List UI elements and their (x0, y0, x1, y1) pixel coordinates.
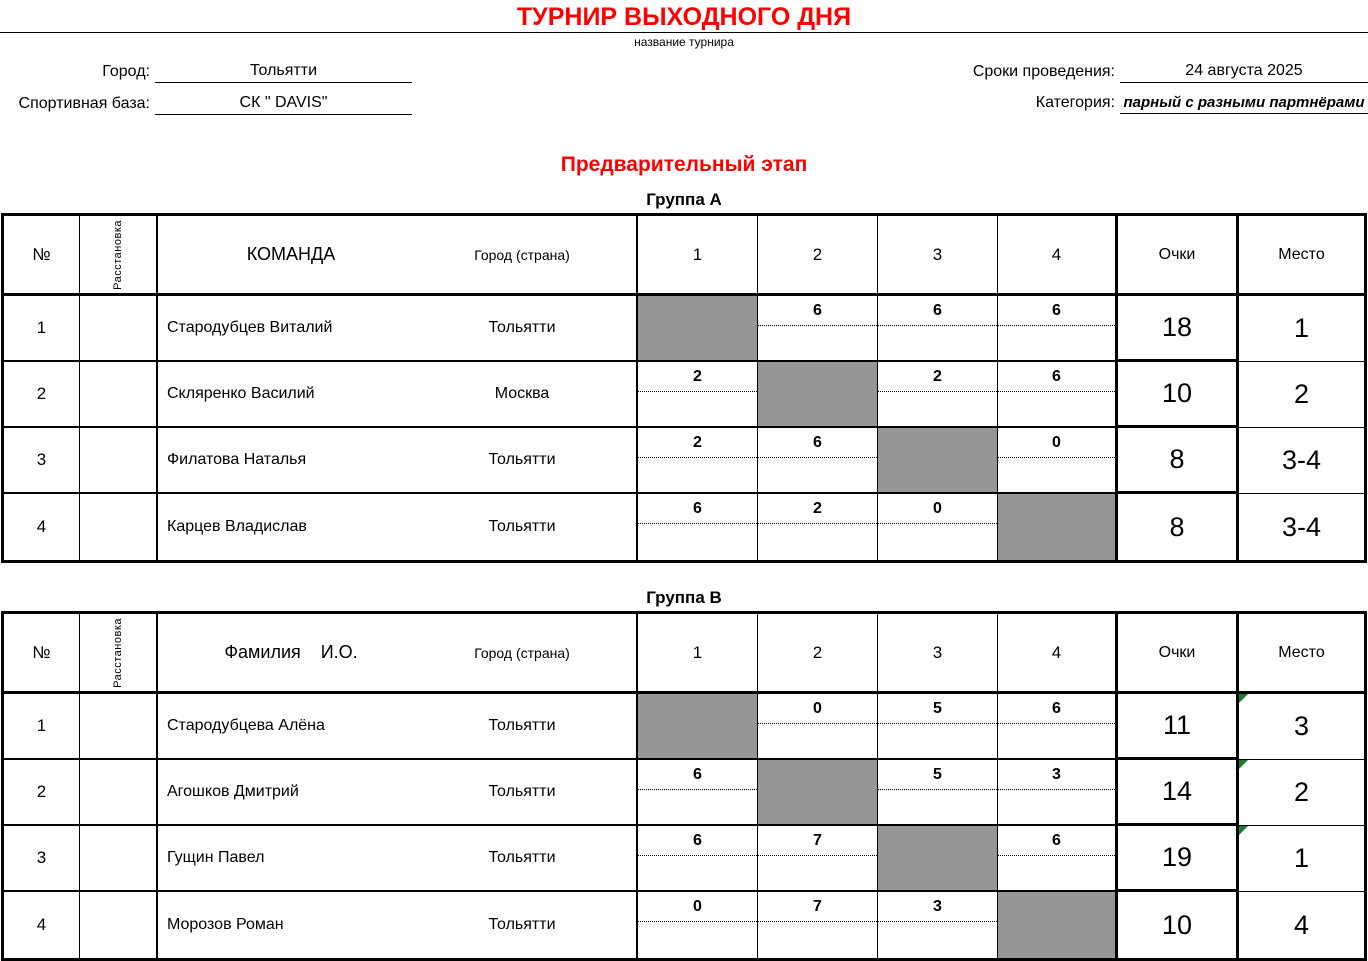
player-name: Агошков Дмитрий (167, 783, 299, 800)
score-cell: 6 (638, 494, 758, 560)
points-cell: 18 (1118, 296, 1239, 362)
player-cell (158, 494, 638, 560)
header-num: № (4, 216, 80, 296)
place-cell: 3-4 (1239, 494, 1364, 560)
comment-marker (1239, 826, 1248, 835)
place-cell: 2 (1239, 362, 1364, 428)
score-cell: 6 (998, 296, 1118, 362)
title-caption: название турнира (634, 35, 734, 49)
place-cell: 4 (1239, 892, 1364, 958)
city-label: Город: (102, 63, 150, 80)
row-num: 4 (4, 892, 80, 958)
points-cell: 19 (1118, 826, 1239, 892)
place-cell: 2 (1239, 760, 1364, 826)
header-round-3: 3 (878, 614, 998, 694)
row-num: 1 (4, 296, 80, 362)
player-name: Карцев Владислав (167, 518, 307, 535)
group-a-title: Группа А (646, 190, 722, 209)
field-venue (0, 94, 412, 115)
header-seeding (80, 614, 158, 694)
header-place: Место (1239, 216, 1364, 296)
score-cell: 0 (878, 494, 998, 560)
player-name: Гущин Павел (167, 849, 265, 866)
field-dates (873, 62, 1368, 83)
score-cell: 2 (638, 428, 758, 494)
player-name: Стародубцев Виталий (167, 319, 333, 336)
row-num: 3 (4, 826, 80, 892)
header-team (158, 614, 638, 694)
player-city: Тольятти (488, 783, 556, 800)
score-cell: 5 (878, 760, 998, 826)
score-cell-diagonal (998, 494, 1118, 560)
score-cell: 6 (638, 760, 758, 826)
field-category (873, 94, 1368, 114)
points-cell: 10 (1118, 362, 1239, 428)
player-name: Скляренко Василий (167, 385, 315, 402)
points-cell: 14 (1118, 760, 1239, 826)
dates-label: Сроки проведения: (972, 63, 1115, 80)
score-cell: 6 (998, 362, 1118, 428)
player-city: Тольятти (488, 319, 556, 336)
player-cell (158, 362, 638, 428)
score-cell: 6 (998, 826, 1118, 892)
meta-right (873, 62, 1368, 126)
score-cell-diagonal (638, 296, 758, 362)
points-cell: 8 (1118, 428, 1239, 494)
row-num: 2 (4, 760, 80, 826)
place-cell: 3-4 (1239, 428, 1364, 494)
header-round-4: 4 (998, 216, 1118, 296)
seeding-cell (80, 760, 158, 826)
stage-title: Предварительный этап (560, 153, 808, 176)
score-cell: 6 (758, 296, 878, 362)
player-cell (158, 826, 638, 892)
header-points: Очки (1118, 216, 1239, 296)
score-cell: 6 (998, 694, 1118, 760)
row-num: 4 (4, 494, 80, 560)
header-seeding (80, 216, 158, 296)
place-cell: 1 (1239, 296, 1364, 362)
header-round-2: 2 (758, 216, 878, 296)
group-b-table (1, 611, 1367, 961)
score-cell: 3 (998, 760, 1118, 826)
score-cell: 0 (638, 892, 758, 958)
score-cell: 5 (878, 694, 998, 760)
points-cell: 8 (1118, 494, 1239, 560)
place-cell: 3 (1239, 694, 1364, 760)
player-city: Тольятти (488, 518, 556, 535)
comment-marker (1239, 694, 1248, 703)
meta-fields (0, 62, 1368, 126)
player-name: Филатова Наталья (167, 451, 307, 468)
header-round-4: 4 (998, 614, 1118, 694)
player-city: Тольятти (488, 451, 556, 468)
seeding-vertical-label: Расстановка (112, 617, 124, 688)
seeding-cell (80, 892, 158, 958)
seeding-cell (80, 428, 158, 494)
seeding-cell (80, 494, 158, 560)
header-num: № (4, 614, 80, 694)
seeding-cell (80, 694, 158, 760)
header-round-1: 1 (638, 614, 758, 694)
points-cell: 10 (1118, 892, 1239, 958)
score-cell: 0 (758, 694, 878, 760)
group-b-title: Группа В (646, 588, 722, 607)
player-city: Москва (494, 385, 550, 402)
score-cell: 7 (758, 892, 878, 958)
score-cell: 2 (878, 362, 998, 428)
player-cell (158, 296, 638, 362)
score-cell-diagonal (878, 428, 998, 494)
seeding-cell (80, 296, 158, 362)
player-name: Морозов Роман (167, 916, 284, 933)
score-cell-diagonal (998, 892, 1118, 958)
player-city: Тольятти (488, 849, 556, 866)
title-rule (0, 32, 1368, 33)
header-round-1: 1 (638, 216, 758, 296)
score-cell: 6 (638, 826, 758, 892)
page-title: ТУРНИР ВЫХОДНОГО ДНЯ (516, 3, 852, 31)
score-cell-diagonal (758, 362, 878, 428)
city-column-label: Город (страна) (474, 644, 570, 661)
team-label: КОМАНДА (246, 244, 336, 264)
category-label: Категория: (1035, 94, 1115, 111)
seeding-cell (80, 362, 158, 428)
place-cell: 1 (1239, 826, 1364, 892)
score-cell: 6 (878, 296, 998, 362)
header-points: Очки (1118, 614, 1239, 694)
group-a-table (1, 213, 1367, 563)
player-name: Стародубцева Алёна (167, 717, 325, 734)
header-round-3: 3 (878, 216, 998, 296)
row-num: 3 (4, 428, 80, 494)
row-num: 2 (4, 362, 80, 428)
score-cell: 2 (758, 494, 878, 560)
score-cell: 3 (878, 892, 998, 958)
score-cell-diagonal (758, 760, 878, 826)
player-cell (158, 760, 638, 826)
score-cell-diagonal (878, 826, 998, 892)
city-value: Тольятти (155, 62, 412, 83)
venue-value: СК " DAVIS" (155, 94, 412, 115)
score-cell: 0 (998, 428, 1118, 494)
header-team (158, 216, 638, 296)
field-city (0, 62, 412, 83)
points-cell: 11 (1118, 694, 1239, 760)
dates-value: 24 августа 2025 (1120, 62, 1368, 83)
row-num: 1 (4, 694, 80, 760)
player-city: Тольятти (488, 916, 556, 933)
team-label: Фамилия И.О. (224, 642, 358, 662)
score-cell-diagonal (638, 694, 758, 760)
city-column-label: Город (страна) (474, 246, 570, 263)
player-cell (158, 892, 638, 958)
score-cell: 7 (758, 826, 878, 892)
header-round-2: 2 (758, 614, 878, 694)
venue-label: Спортивная база: (18, 95, 150, 112)
score-cell: 2 (638, 362, 758, 428)
comment-marker (1239, 760, 1248, 769)
score-cell: 6 (758, 428, 878, 494)
seeding-vertical-label: Расстановка (112, 219, 124, 290)
player-city: Тольятти (488, 717, 556, 734)
header-place: Место (1239, 614, 1364, 694)
category-value: парный с разными партнёрами (1120, 94, 1368, 114)
player-cell (158, 428, 638, 494)
meta-left (0, 62, 412, 126)
player-cell (158, 694, 638, 760)
seeding-cell (80, 826, 158, 892)
